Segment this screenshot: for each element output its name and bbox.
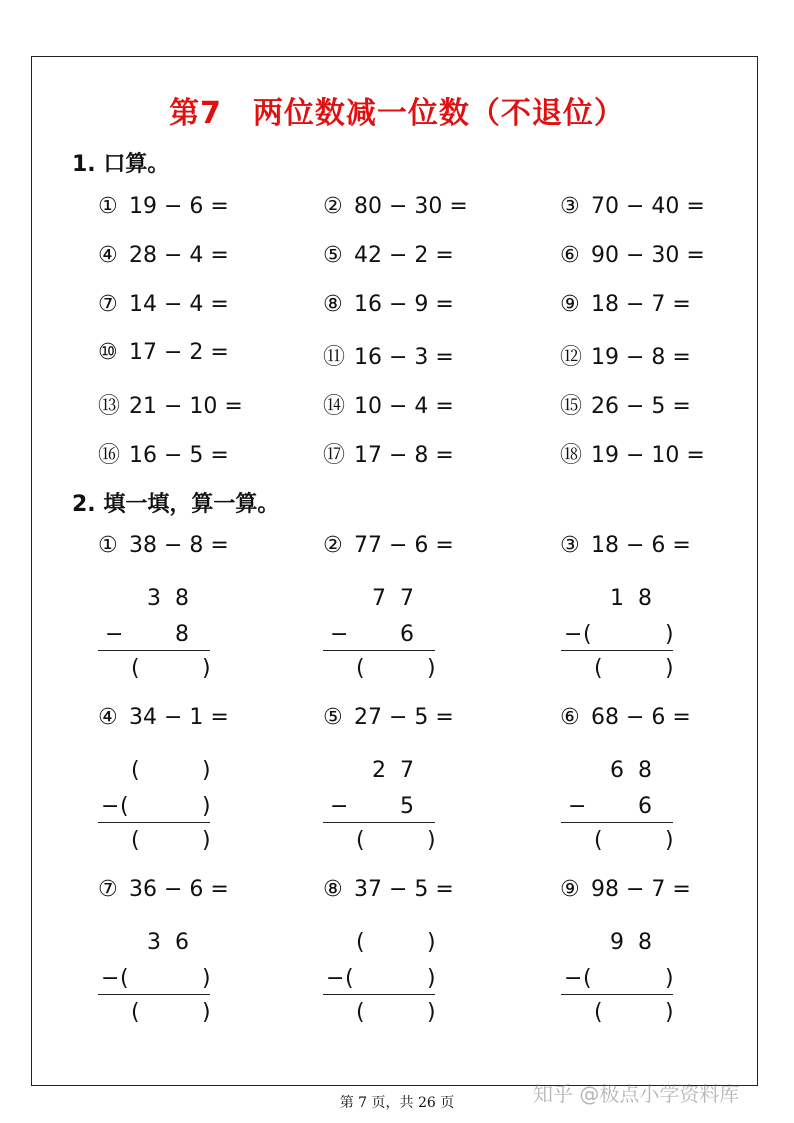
problem-expression: 28 − 4 =	[129, 242, 229, 268]
difference-row	[98, 828, 210, 858]
answer-blank-open: (	[120, 966, 129, 991]
oral-problem	[560, 194, 705, 219]
oral-problem	[98, 438, 229, 469]
minus-sign: −	[101, 794, 120, 819]
oral-problem	[323, 243, 454, 268]
problem-number: ①	[98, 194, 118, 219]
oral-problem	[98, 389, 243, 420]
problem-number: ⑰	[323, 443, 346, 468]
answer-blank-open: (	[594, 1000, 603, 1025]
subtrahend-digit: 6	[638, 794, 652, 819]
answer-blank-open: (	[345, 966, 354, 991]
problem-expression: 42 − 2 =	[354, 242, 454, 268]
problem-number: ⑮	[560, 394, 583, 420]
problem-number: ⑧	[323, 877, 343, 902]
problem-number: ⑨	[560, 291, 580, 317]
minus-sign: −	[564, 622, 583, 647]
answer-blank-close: )	[427, 656, 436, 681]
minuend-row	[323, 930, 435, 960]
subtrahend-row	[323, 966, 435, 996]
fill-problem	[98, 877, 229, 902]
problem-number: ③	[560, 194, 580, 219]
problem-number: ⑥	[560, 705, 580, 730]
minus-sign: −	[330, 794, 349, 819]
subtrahend-digit: 6	[400, 622, 414, 647]
minus-sign: −	[105, 622, 124, 647]
problem-number: ⑧	[323, 291, 343, 317]
problem-expression: 17 − 2 =	[129, 340, 229, 366]
difference-row	[561, 656, 673, 686]
minus-sign: −	[101, 966, 120, 991]
minuend-ones-digit: 8	[175, 586, 189, 611]
problem-number: ⑪	[323, 345, 346, 371]
answer-blank-open: (	[120, 794, 129, 819]
problem-expression: 21 − 10 =	[129, 394, 243, 420]
minus-sign: −	[330, 622, 349, 647]
answer-blank-close: )	[202, 1000, 211, 1025]
minuend-ones-digit: 8	[638, 930, 652, 955]
oral-problem	[98, 243, 229, 268]
problem-expression: 26 − 5 =	[591, 394, 691, 420]
watermark: 知乎 @极点小学资料库	[533, 1082, 740, 1106]
answer-blank-close: )	[202, 966, 211, 991]
minuend-ones-digit: 7	[400, 586, 414, 611]
oral-problem	[98, 194, 229, 219]
page-footer: 第 7 页，共 26 页	[339, 1095, 455, 1111]
subtrahend-row	[323, 794, 435, 824]
subtrahend-row	[98, 622, 210, 652]
fill-problem	[560, 705, 691, 730]
subtrahend-digit: 8	[175, 622, 189, 647]
problem-number: ②	[323, 194, 343, 219]
problem-expression: 38 − 8 =	[129, 533, 229, 558]
minuend-tens-digit: 3	[147, 586, 161, 611]
fill-problem	[98, 705, 229, 730]
problem-number: ⑤	[323, 705, 343, 730]
oral-problem	[323, 340, 454, 371]
difference-row	[323, 828, 435, 858]
problem-expression: 17 − 8 =	[354, 443, 454, 468]
subtrahend-row	[561, 622, 673, 652]
problem-number: ⑦	[98, 291, 118, 317]
minuend-row	[98, 758, 210, 788]
oral-problem	[323, 292, 454, 317]
problem-number: ⑬	[98, 394, 121, 420]
answer-blank-close: )	[427, 1000, 436, 1025]
answer-blank-close: )	[202, 828, 211, 853]
fill-problem	[560, 877, 691, 902]
sum-line	[561, 994, 673, 995]
sum-line	[561, 650, 673, 651]
problem-expression: 98 − 7 =	[591, 877, 691, 902]
answer-blank-close: )	[665, 966, 674, 991]
minuend-tens-digit: 1	[610, 586, 624, 611]
oral-problem	[323, 389, 454, 420]
problem-expression: 68 − 6 =	[591, 705, 691, 730]
problem-expression: 80 − 30 =	[354, 194, 468, 219]
oral-problem	[98, 292, 229, 317]
answer-blank-open: (	[583, 622, 592, 647]
answer-blank-open: (	[594, 828, 603, 853]
minuend-ones-digit: 8	[638, 586, 652, 611]
minuend-ones-digit: 6	[175, 930, 189, 955]
minuend-tens-digit: 6	[610, 758, 624, 783]
answer-blank-open: (	[356, 930, 365, 955]
problem-expression: 37 − 5 =	[354, 877, 454, 902]
problem-number: ⑥	[560, 242, 580, 268]
problem-expression: 18 − 7 =	[591, 291, 691, 317]
minuend-row	[323, 758, 435, 788]
difference-row	[98, 656, 210, 686]
answer-blank-open: (	[356, 656, 365, 681]
sum-line	[98, 650, 210, 651]
answer-blank-open: (	[131, 656, 140, 681]
sum-line	[98, 822, 210, 823]
problem-number: ④	[98, 242, 118, 268]
problem-number: ⑦	[98, 877, 118, 902]
answer-blank-close: )	[665, 828, 674, 853]
oral-problem	[560, 292, 691, 317]
oral-problem	[98, 340, 229, 365]
answer-blank-open: (	[356, 1000, 365, 1025]
answer-blank-close: )	[202, 656, 211, 681]
answer-blank-close: )	[202, 758, 211, 783]
answer-blank-open: (	[356, 828, 365, 853]
difference-row	[323, 1000, 435, 1030]
answer-blank-close: )	[427, 930, 436, 955]
fill-problem	[323, 877, 454, 902]
difference-row	[561, 1000, 673, 1030]
problem-expression: 90 − 30 =	[591, 242, 705, 268]
subtrahend-row	[561, 794, 673, 824]
problem-expression: 16 − 9 =	[354, 291, 454, 317]
answer-blank-close: )	[665, 1000, 674, 1025]
problem-expression: 70 − 40 =	[591, 194, 705, 219]
problem-expression: 34 − 1 =	[129, 705, 229, 730]
problem-number: ②	[323, 533, 343, 558]
oral-problem	[560, 389, 691, 420]
problem-number: ③	[560, 533, 580, 558]
problem-expression: 19 − 10 =	[591, 443, 705, 468]
oral-problem	[560, 340, 691, 371]
minus-sign: −	[326, 966, 345, 991]
problem-expression: 19 − 6 =	[129, 194, 229, 219]
problem-expression: 16 − 3 =	[354, 345, 454, 371]
section-1-heading: 1. 口算。	[72, 152, 170, 177]
problem-number: ⑭	[323, 394, 346, 420]
problem-number: ⑤	[323, 242, 343, 268]
answer-blank-open: (	[131, 1000, 140, 1025]
minuend-row	[323, 586, 435, 616]
fill-problem	[323, 705, 454, 730]
answer-blank-open: (	[131, 758, 140, 783]
problem-number: ①	[98, 533, 118, 558]
problem-expression: 16 − 5 =	[129, 443, 229, 468]
fill-problem	[98, 533, 229, 558]
answer-blank-open: (	[594, 656, 603, 681]
sum-line	[323, 650, 435, 651]
answer-blank-close: )	[427, 966, 436, 991]
subtrahend-digit: 5	[400, 794, 414, 819]
difference-row	[561, 828, 673, 858]
sum-line	[561, 822, 673, 823]
difference-row	[98, 1000, 210, 1030]
fill-problem	[323, 533, 454, 558]
subtrahend-row	[561, 966, 673, 996]
minuend-row	[561, 930, 673, 960]
sum-line	[323, 822, 435, 823]
subtrahend-row	[98, 794, 210, 824]
sum-line	[98, 994, 210, 995]
problem-expression: 18 − 6 =	[591, 533, 691, 558]
problem-number: ⑯	[98, 443, 121, 468]
oral-problem	[323, 438, 454, 469]
minuend-row	[98, 930, 210, 960]
problem-number: ④	[98, 705, 118, 730]
problem-expression: 14 − 4 =	[129, 291, 229, 317]
answer-blank-open: (	[583, 966, 592, 991]
subtrahend-row	[98, 966, 210, 996]
minuend-row	[561, 586, 673, 616]
page-title: 第7 两位数减一位数（不退位）	[169, 96, 625, 131]
problem-expression: 77 − 6 =	[354, 533, 454, 558]
problem-number: ⑱	[560, 443, 583, 468]
answer-blank-close: )	[665, 622, 674, 647]
minuend-row	[561, 758, 673, 788]
problem-expression: 36 − 6 =	[129, 877, 229, 902]
minuend-tens-digit: 3	[147, 930, 161, 955]
problem-expression: 10 − 4 =	[354, 394, 454, 420]
minuend-row	[98, 586, 210, 616]
section-2-heading: 2. 填一填，算一算。	[72, 492, 280, 517]
minus-sign: −	[568, 794, 587, 819]
problem-number: ⑩	[98, 340, 118, 366]
answer-blank-open: (	[131, 828, 140, 853]
sum-line	[323, 994, 435, 995]
oral-problem	[560, 438, 705, 469]
minus-sign: −	[564, 966, 583, 991]
difference-row	[323, 656, 435, 686]
answer-blank-close: )	[427, 828, 436, 853]
problem-number: ⑫	[560, 345, 583, 371]
subtrahend-row	[323, 622, 435, 652]
answer-blank-close: )	[202, 794, 211, 819]
oral-problem	[323, 194, 468, 219]
fill-problem	[560, 533, 691, 558]
problem-expression: 27 − 5 =	[354, 705, 454, 730]
problem-expression: 19 − 8 =	[591, 345, 691, 371]
answer-blank-close: )	[665, 656, 674, 681]
minuend-ones-digit: 7	[400, 758, 414, 783]
problem-number: ⑨	[560, 877, 580, 902]
minuend-ones-digit: 8	[638, 758, 652, 783]
minuend-tens-digit: 2	[372, 758, 386, 783]
oral-problem	[560, 243, 705, 268]
minuend-tens-digit: 9	[610, 930, 624, 955]
minuend-tens-digit: 7	[372, 586, 386, 611]
